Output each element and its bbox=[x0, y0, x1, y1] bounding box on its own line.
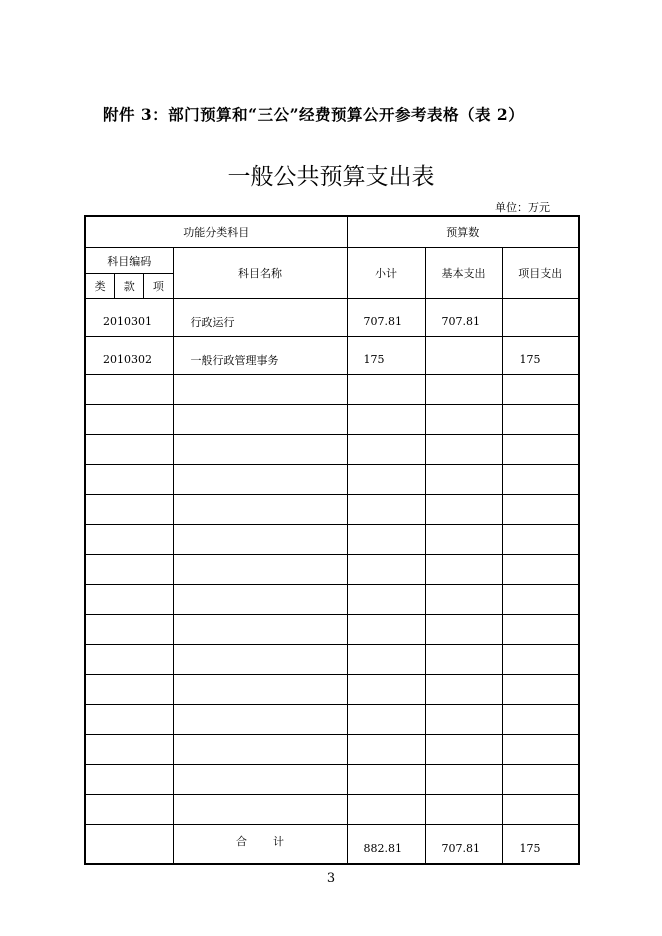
header-project-expense: 项目支出 bbox=[502, 248, 579, 299]
empty-row bbox=[85, 795, 579, 825]
empty-row bbox=[85, 405, 579, 435]
row-subtotal: 175 bbox=[347, 337, 425, 375]
table-title: 一般公共预算支出表 bbox=[227, 164, 435, 190]
attachment-heading: 附件 3：部门预算和“三公”经费预算公开参考表格（表 2） bbox=[103, 105, 525, 124]
header-subject-code: 科目编码 bbox=[86, 248, 173, 274]
empty-row bbox=[85, 675, 579, 705]
empty-row bbox=[85, 435, 579, 465]
header-functional-category: 功能分类科目 bbox=[85, 216, 347, 248]
empty-row bbox=[85, 765, 579, 795]
row-name: 行政运行 bbox=[173, 299, 347, 337]
row-name: 一般行政管理事务 bbox=[173, 337, 347, 375]
total-label-ji: 计 bbox=[273, 835, 284, 848]
row-basic: 707.81 bbox=[425, 299, 502, 337]
total-row bbox=[85, 825, 579, 865]
table-row bbox=[85, 299, 579, 337]
table-row bbox=[85, 337, 579, 375]
empty-row bbox=[85, 465, 579, 495]
total-project: 175 bbox=[502, 825, 579, 865]
empty-row bbox=[85, 555, 579, 585]
header-budget-amount: 预算数 bbox=[347, 216, 579, 248]
total-subtotal: 882.81 bbox=[347, 825, 425, 865]
row-subtotal: 707.81 bbox=[347, 299, 425, 337]
budget-table bbox=[84, 215, 580, 865]
header-lei: 类 bbox=[94, 280, 106, 293]
empty-row bbox=[85, 495, 579, 525]
row-code: 2010301 bbox=[85, 299, 173, 337]
row-code: 2010302 bbox=[85, 337, 173, 375]
empty-row bbox=[85, 705, 579, 735]
header-kuan: 款 bbox=[114, 274, 143, 298]
unit-label: 单位：万元 bbox=[495, 201, 550, 214]
empty-row bbox=[85, 645, 579, 675]
total-label bbox=[173, 825, 347, 865]
page-number: 3 bbox=[326, 871, 336, 886]
header-xiang: 项 bbox=[143, 274, 172, 298]
row-project: 175 bbox=[502, 337, 579, 375]
empty-row bbox=[85, 615, 579, 645]
header-basic-expense: 基本支出 bbox=[425, 248, 502, 299]
header-subject-code-cell bbox=[85, 248, 173, 299]
header-subtotal: 小计 bbox=[347, 248, 425, 299]
empty-row bbox=[85, 375, 579, 405]
empty-row bbox=[85, 735, 579, 765]
total-label-he: 合 bbox=[236, 835, 247, 848]
empty-row bbox=[85, 525, 579, 555]
header-subject-name: 科目名称 bbox=[173, 248, 347, 299]
row-project bbox=[502, 299, 579, 337]
row-basic bbox=[425, 337, 502, 375]
total-basic: 707.81 bbox=[425, 825, 502, 865]
empty-row bbox=[85, 585, 579, 615]
